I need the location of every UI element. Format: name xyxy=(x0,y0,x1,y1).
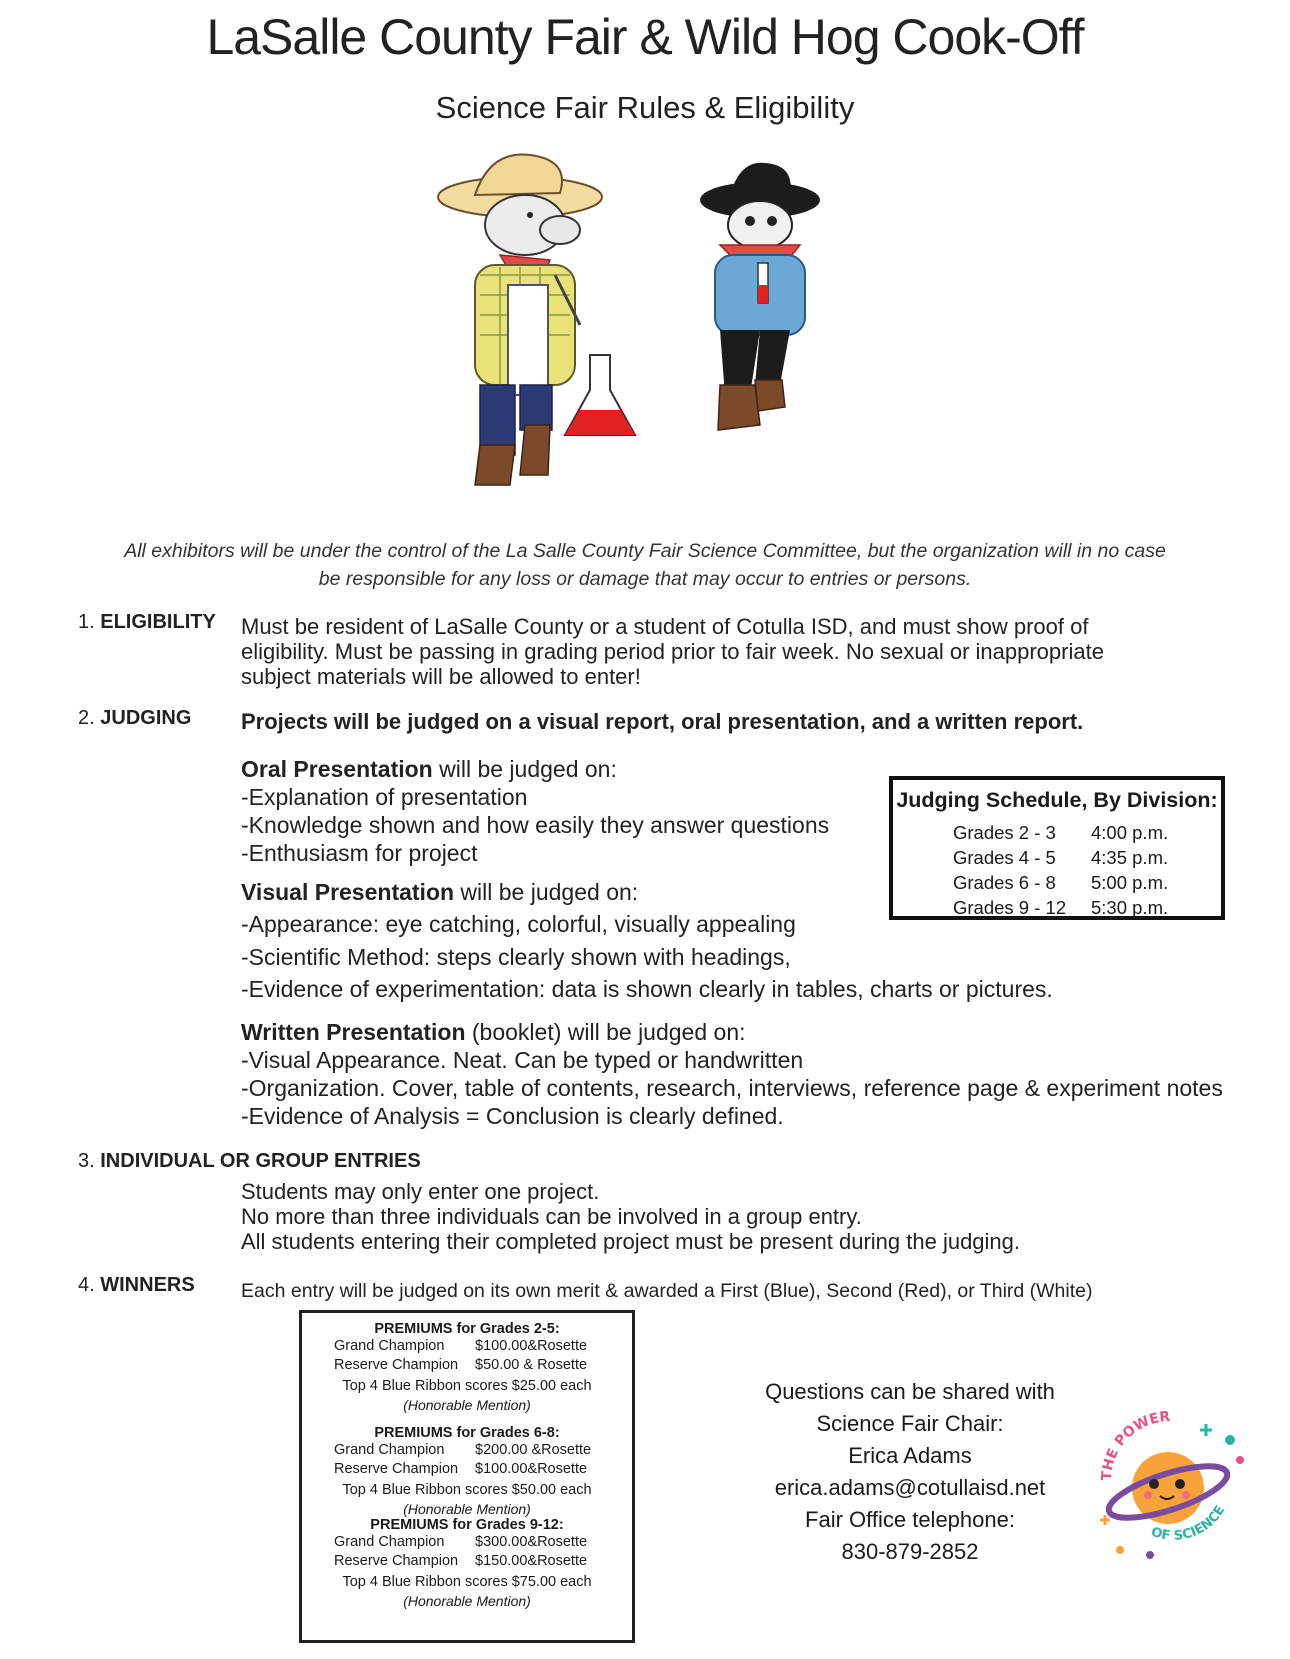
badge-word-of: OF xyxy=(1149,1524,1172,1544)
written-heading: Written Presentation xyxy=(241,1019,466,1045)
schedule-grades: Grades 2 - 3 xyxy=(953,822,1056,843)
badge-word-the: THE xyxy=(1098,1446,1123,1482)
premium-row xyxy=(302,1441,632,1460)
page-title: LaSalle County Fair & Wild Hog Cook-Off xyxy=(206,9,1084,65)
eligibility-line-1: Must be resident of LaSalle County or a student of Cotulla ISD, and must show proof of xyxy=(241,614,1089,639)
written-suffix: (booklet) will be judged on: xyxy=(465,1019,746,1045)
contact-info xyxy=(740,1376,1080,1568)
entries-line: All students entering their completed project must be present during the judging. xyxy=(241,1229,1021,1254)
premium-row xyxy=(302,1533,632,1552)
premium-label: Grand Champion xyxy=(334,1534,445,1550)
judging-schedule-box xyxy=(889,776,1225,920)
visual-item: -Appearance: eye catching, colorful, visually appealing xyxy=(241,911,796,937)
section-number: 3. xyxy=(78,1150,95,1172)
premium-row xyxy=(302,1552,632,1571)
page-subtitle: Science Fair Rules & Eligibility xyxy=(435,90,855,125)
premium-amount: $300.00&Rosette xyxy=(475,1534,588,1550)
badge-word-power: POWER xyxy=(1111,1408,1171,1450)
schedule-title: Judging Schedule, By Division: xyxy=(896,788,1218,812)
premium-note: (Honorable Mention) xyxy=(403,1501,531,1517)
oral-heading: Oral Presentation xyxy=(241,756,433,782)
section-number: 1. xyxy=(78,611,95,633)
premium-heading: PREMIUMS for Grades 6-8: xyxy=(374,1425,560,1441)
premium-amount: $50.00 & Rosette xyxy=(475,1357,588,1373)
premium-label: Grand Champion xyxy=(334,1338,445,1354)
entries-label xyxy=(78,1150,421,1173)
entries-text xyxy=(241,1179,1020,1254)
section-heading: WINNERS xyxy=(100,1274,195,1296)
premium-amount: $100.00&Rosette xyxy=(475,1338,588,1354)
contact-phone: 830-879-2852 xyxy=(841,1539,979,1564)
eligibility-label xyxy=(78,611,216,634)
schedule-row xyxy=(953,897,1169,919)
eligibility-line-2: eligibility. Must be passing in grading period prior to fair week. No sexual or inappropriate xyxy=(241,639,1104,664)
disclaimer-line-1: All exhibitors will be under the control of the La Salle County Fair Science Committee, but the organization will in no case xyxy=(124,540,1166,562)
section-number: 2. xyxy=(78,707,95,729)
power-of-science-logo xyxy=(1090,1400,1250,1560)
contact-email: erica.adams@cotullaisd.net xyxy=(774,1475,1046,1500)
entries-line: No more than three individuals can be involved in a group entry. xyxy=(241,1204,862,1229)
section-heading: JUDGING xyxy=(100,707,192,729)
premium-row xyxy=(302,1337,632,1356)
schedule-grades: Grades 4 - 5 xyxy=(953,847,1056,868)
hog-cowboy-figure xyxy=(700,163,820,430)
judging-intro: Projects will be judged on a visual report, oral presentation, and a written report. xyxy=(241,709,1084,734)
premium-amount: $100.00&Rosette xyxy=(475,1461,588,1477)
premium-heading: PREMIUMS for Grades 2-5: xyxy=(374,1321,560,1337)
entries-line: Students may only enter one project. xyxy=(241,1179,600,1204)
eligibility-line-3: subject materials will be allowed to enter! xyxy=(241,664,641,689)
contact-line: Questions can be shared with xyxy=(765,1379,1055,1404)
section-heading: INDIVIDUAL OR GROUP ENTRIES xyxy=(100,1150,421,1172)
oral-suffix: will be judged on: xyxy=(432,756,617,782)
oral-item: -Explanation of presentation xyxy=(241,784,528,810)
schedule-time: 5:00 p.m. xyxy=(1091,872,1169,893)
eligibility-text xyxy=(241,614,1104,689)
premiums-box xyxy=(299,1310,635,1643)
contact-name: Erica Adams xyxy=(848,1443,972,1468)
schedule-time: 5:30 p.m. xyxy=(1091,897,1169,918)
written-item: -Organization. Cover, table of contents, research, interviews, reference page & experiment notes xyxy=(241,1075,1223,1101)
premium-note: (Honorable Mention) xyxy=(403,1397,531,1413)
premium-top4: Top 4 Blue Ribbon scores $50.00 each xyxy=(342,1482,592,1498)
schedule-grades: Grades 9 - 12 xyxy=(953,897,1067,918)
schedule-time: 4:35 p.m. xyxy=(1091,847,1169,868)
judging-label xyxy=(78,707,191,730)
premium-label: Reserve Champion xyxy=(334,1553,459,1569)
hog-scientists-illustration xyxy=(420,145,870,525)
section-heading: ELIGIBILITY xyxy=(100,611,216,633)
written-item: -Visual Appearance. Neat. Can be typed or handwritten xyxy=(241,1047,804,1073)
visual-heading: Visual Presentation xyxy=(241,879,455,905)
premium-amount: $150.00&Rosette xyxy=(475,1553,588,1569)
visual-item: -Evidence of experimentation: data is shown clearly in tables, charts or pictures. xyxy=(241,976,1053,1002)
premium-label: Grand Champion xyxy=(334,1442,445,1458)
premium-label: Reserve Champion xyxy=(334,1357,459,1373)
premium-top4: Top 4 Blue Ribbon scores $25.00 each xyxy=(342,1378,592,1394)
badge-word-science: SCIENCE xyxy=(1173,1503,1229,1544)
disclaimer-line-2: be responsible for any loss or damage that may occur to entries or persons. xyxy=(318,568,972,590)
winners-label xyxy=(78,1274,195,1297)
visual-suffix: will be judged on: xyxy=(454,879,639,905)
premium-row xyxy=(302,1356,632,1375)
oral-item: -Enthusiasm for project xyxy=(241,840,478,866)
premium-top4: Top 4 Blue Ribbon scores $75.00 each xyxy=(342,1574,592,1590)
visual-item: -Scientific Method: steps clearly shown with headings, xyxy=(241,944,791,970)
contact-line: Science Fair Chair: xyxy=(816,1411,1004,1436)
section-number: 4. xyxy=(78,1274,95,1296)
schedule-row xyxy=(953,822,1169,844)
schedule-row xyxy=(953,847,1169,869)
premium-label: Reserve Champion xyxy=(334,1461,459,1477)
disclaimer xyxy=(70,537,1220,593)
schedule-grades: Grades 6 - 8 xyxy=(953,872,1056,893)
winners-text: Each entry will be judged on its own merit & awarded a First (Blue), Second (Red), or Third (White) xyxy=(241,1280,1093,1302)
written-item: -Evidence of Analysis = Conclusion is clearly defined. xyxy=(241,1103,784,1129)
premium-note: (Honorable Mention) xyxy=(403,1593,531,1609)
premium-amount: $200.00 &Rosette xyxy=(475,1442,592,1458)
premium-row xyxy=(302,1460,632,1479)
written-presentation xyxy=(241,1018,1223,1130)
schedule-row xyxy=(953,872,1169,894)
oral-item: -Knowledge shown and how easily they answer questions xyxy=(241,812,830,838)
schedule-time: 4:00 p.m. xyxy=(1091,822,1169,843)
oral-presentation xyxy=(241,755,829,867)
premium-heading: PREMIUMS for Grades 9-12: xyxy=(370,1517,564,1533)
contact-phone-label: Fair Office telephone: xyxy=(805,1507,1015,1532)
